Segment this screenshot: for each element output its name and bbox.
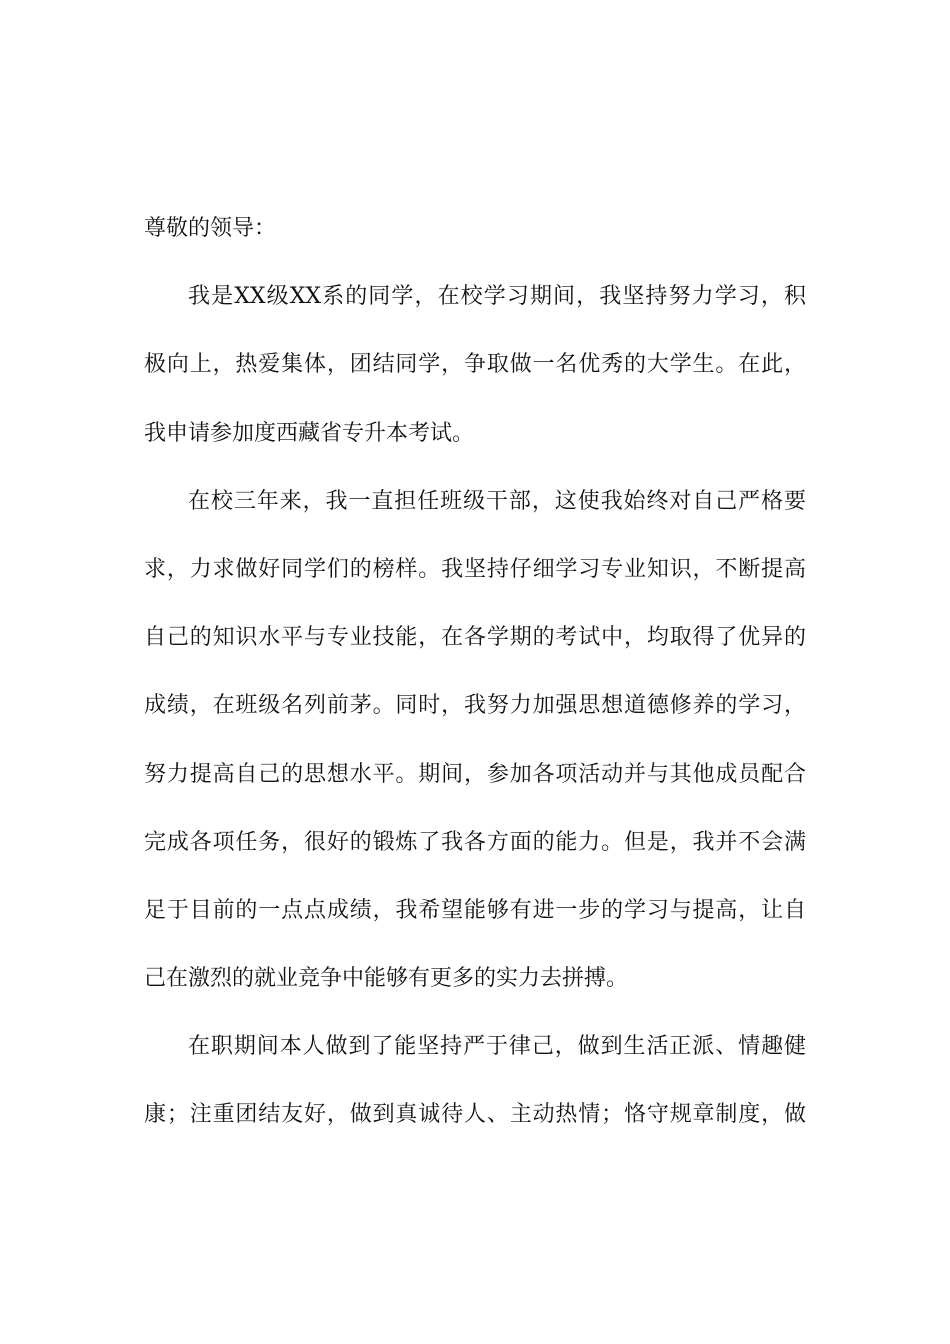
paragraph-3-line-2: 康；注重团结友好，做到真诚待人、主动热情；恪守规章制度，做 — [144, 1102, 806, 1128]
paragraph-2-line-5: 努力提高自己的思想水平。期间，参加各项活动并与其他成员配合 — [144, 761, 806, 787]
paragraph-1-line-3: 我申请参加度西藏省专升本考试。 — [144, 420, 475, 446]
paragraph-2-line-8: 己在激烈的就业竞争中能够有更多的实力去拼搏。 — [144, 966, 629, 992]
paragraph-2-line-4: 成绩，在班级名列前茅。同时，我努力加强思想道德修养的学习， — [144, 693, 806, 719]
paragraph-1-line-1: 我是XX级XX系的同学，在校学习期间，我坚持努力学习，积 — [188, 284, 806, 310]
paragraph-2-line-3: 自己的知识水平与专业技能，在各学期的考试中，均取得了优异的 — [144, 625, 806, 651]
paragraph-3-line-1: 在职期间本人做到了能坚持严于律己，做到生活正派、情趣健 — [188, 1034, 806, 1060]
paragraph-2-line-6: 完成各项任务，很好的锻炼了我各方面的能力。但是，我并不会满 — [144, 829, 806, 855]
paragraph-2-line-7: 足于目前的一点点成绩，我希望能够有进一步的学习与提高，让自 — [144, 897, 806, 923]
paragraph-2-line-1: 在校三年来，我一直担任班级干部，这使我始终对自己严格要 — [188, 488, 806, 514]
paragraph-1-line-2: 极向上，热爱集体，团结同学，争取做一名优秀的大学生。在此， — [144, 352, 806, 378]
letter-body — [144, 203, 806, 1158]
salutation: 尊敬的领导： — [144, 216, 277, 241]
paragraph-2-line-2: 求，力求做好同学们的榜样。我坚持仔细学习专业知识，不断提高 — [144, 556, 806, 582]
